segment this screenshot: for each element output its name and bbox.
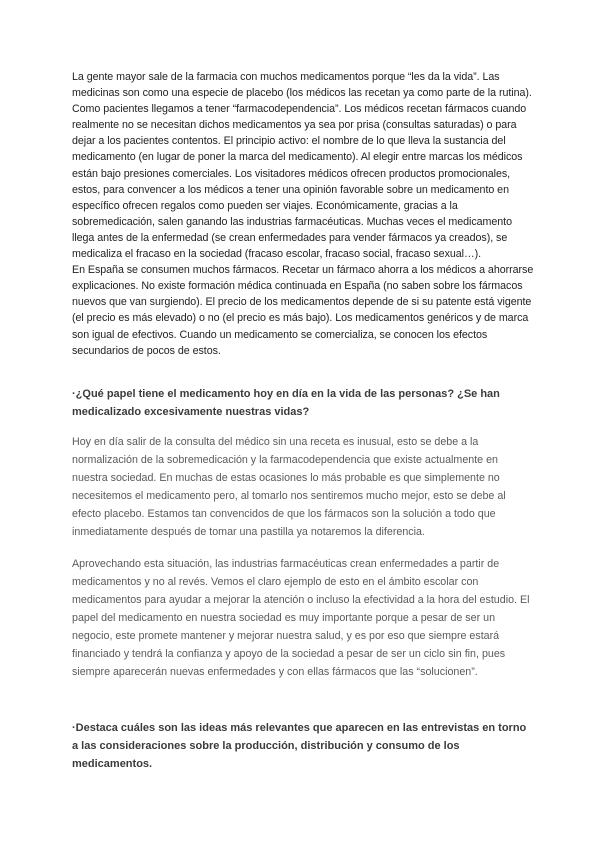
- answer-paragraph: Aprovechando esta situación, las industrias farmacéuticas crean enfermedades a partir de medicamentos y no al revés. Vemos el claro ejemplo de esto en el ámbito escolar con medicamentos para ayudar a mejorar la atención o incluso la efectividad a la hora del estudio. El papel del medicamento en nuestra sociedad es muy importante porque a pesar de ser un negocio, este promete mantener y mejorar nuestra salud, y es por eso que siempre estará financiado y tendrá la confianza y apoyo de la sociedad a pesar de ser un ciclo sin fin, pues siempre aparecerán nuevas enfermedades y con ellas fármacos que las “solucionen”.: [72, 557, 530, 678]
- document-page: [72, 69, 534, 773]
- intro-paragraph: La gente mayor sale de la farmacia con muchos medicamentos porque “les da la vida”. Las medicinas son como una especie de placebo (los médicos las recetan ya como parte de la rutina). Como pacientes llegamos a tener “farmacodependencia”. Los médicos recetan fármacos cuando realmente no se necesitan dichos medicamentos ya sea por prisa (consultas saturadas) o para dejar a los pacientes contentos. El principio activo: el nombre de lo que lleva la sustancia del medicamento (en lugar de poner la marca del medicamento). Al elegir entre marcas los médicos están bajo presiones comerciales. Los visitadores médicos ofrecen productos promocionales, estos, para convencer a los médicos a tener una opinión favorable sobre un medicamento en específico ofrecen regalos como pueden ser viajes. Económicamente, gracias a la sobremedicación, salen ganando las industrias farmacéuticas. Muchas veces el medicamento llega antes de la enfermedad (se crean enfermedades para vender fármacos ya creados), se medicaliza el fracaso en la sociedad (fracaso escolar, fracaso social, fracaso sexual…).: [72, 71, 532, 261]
- intro-paragraph: En España se consumen muchos fármacos. Recetar un fármaco ahorra a los médicos a ahorrarse explicaciones. No existe formación médica continuada en España (no saben sobre los fármacos nuevos que van surgiendo). El precio de los medicamentos depende de si su patente está vigente (el precio es más elevado) o no (el precio es más bajo). Los medicamentos genéricos y de marca son igual de efectivos. Cuando un medicamento se comercializa, se conocen los efectos secundarios de pocos de estos.: [72, 264, 534, 357]
- question-heading: ·¿Qué papel tiene el medicamento hoy en día en la vida de las personas? ¿Se han medicalizado excesivamente nuestras vidas?: [72, 387, 500, 418]
- question-heading: ·Destaca cuáles son las ideas más relevantes que aparecen en las entrevistas en torno a las consideraciones sobre la producción, distribución y consumo de los medicamentos.: [72, 721, 527, 770]
- answer-paragraph: Hoy en día salir de la consulta del médico sin una receta es inusual, esto se debe a la normalización de la sobremedicación y la farmacodependencia que existe actualmente en nuestra sociedad. En muchas de estas ocasiones lo más probable es que simplemente no necesitemos el medicamento pero, al tomarlo nos sentiremos mucho mejor, esto se debe al efecto placebo. Estamos tan convencidos de que los fármacos son la solución a todo que inmediatamente después de tomar una pastilla ya notaremos la diferencia.: [72, 435, 506, 538]
